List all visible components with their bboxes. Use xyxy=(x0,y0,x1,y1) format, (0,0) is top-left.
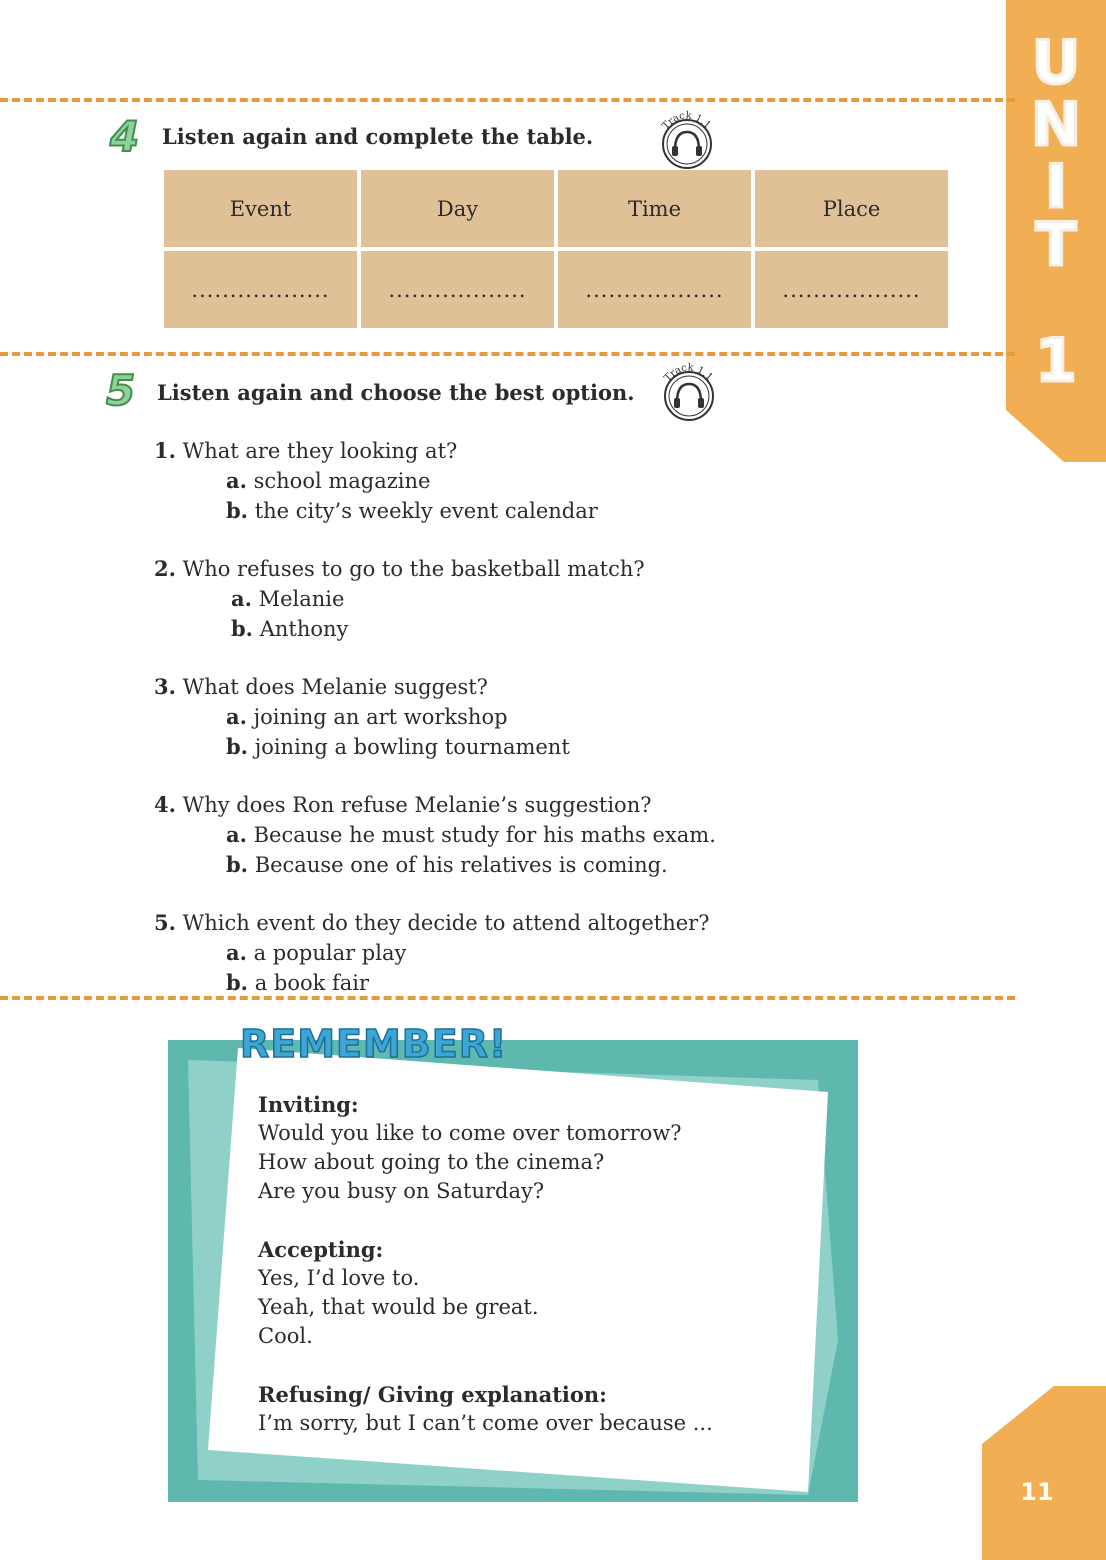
exercise-5-number: 5 xyxy=(106,366,136,415)
question-item xyxy=(154,436,954,526)
question-item xyxy=(154,908,954,998)
option-b[interactable]: b. the city’s weekly event calendar xyxy=(226,498,598,523)
phrase-line: Would you like to come over tomorrow? xyxy=(258,1121,682,1145)
question-text: What does Melanie suggest? xyxy=(182,675,488,699)
unit-number: 1 xyxy=(1035,326,1077,396)
exercise-4-number: 4 xyxy=(110,112,140,161)
table-header-place: Place xyxy=(755,170,948,247)
question-item xyxy=(154,672,954,762)
question-number: 1. xyxy=(154,438,176,463)
table-blank-cell[interactable]: .................. xyxy=(361,251,554,328)
exercise-4-title: Listen again and complete the table. xyxy=(162,124,594,149)
option-a[interactable]: a. joining an art workshop xyxy=(226,704,508,729)
option-b[interactable]: b. joining a bowling tournament xyxy=(226,734,570,759)
table-header-day: Day xyxy=(361,170,554,247)
phrase-line: Are you busy on Saturday? xyxy=(258,1179,545,1203)
table-blank-cell[interactable]: .................. xyxy=(755,251,948,328)
option-b[interactable]: b. Because one of his relatives is coming. xyxy=(226,852,668,877)
table-header-time: Time xyxy=(558,170,751,247)
track-label: Track 1.1 xyxy=(660,110,713,132)
option-b[interactable]: b. a book fair xyxy=(226,970,370,995)
dashed-divider xyxy=(0,98,1015,102)
phrase-line: Yeah, that would be great. xyxy=(258,1295,539,1319)
phrase-line: How about going to the cinema? xyxy=(258,1150,605,1174)
exercise-5-title: Listen again and choose the best option. xyxy=(157,380,635,405)
option-a[interactable]: a. Melanie xyxy=(231,586,345,611)
question-number: 3. xyxy=(154,674,176,699)
question-text: Who refuses to go to the basketball match? xyxy=(182,557,645,581)
question-item xyxy=(154,554,954,644)
question-text: Which event do they decide to attend altogether? xyxy=(182,911,710,935)
question-number: 4. xyxy=(154,792,176,817)
refusing-heading: Refusing/ Giving explanation: xyxy=(258,1382,607,1407)
track-label: Track 1.1 xyxy=(662,362,715,384)
remember-title: REMEMBER! xyxy=(240,1022,508,1066)
page-number-tab xyxy=(982,1386,1106,1560)
phrase-line: I’m sorry, but I can’t come over because ... xyxy=(258,1411,713,1435)
headphones-track-icon xyxy=(658,362,720,424)
phrase-line: Yes, I’d love to. xyxy=(258,1266,420,1290)
accepting-heading: Accepting: xyxy=(258,1237,384,1262)
question-text: What are they looking at? xyxy=(182,439,458,463)
unit-letter-i: I xyxy=(1044,152,1068,222)
unit-letter-u: U xyxy=(1031,28,1081,98)
question-number: 2. xyxy=(154,556,176,581)
remember-content xyxy=(258,1090,798,1438)
option-a[interactable]: a. a popular play xyxy=(226,940,407,965)
events-table xyxy=(160,166,952,332)
question-item xyxy=(154,790,954,880)
page-number: 11 xyxy=(1020,1478,1054,1506)
table-header-event: Event xyxy=(164,170,357,247)
inviting-heading: Inviting: xyxy=(258,1092,359,1117)
option-b[interactable]: b. Anthony xyxy=(231,616,349,641)
headphones-track-icon xyxy=(656,110,718,172)
table-blank-cell[interactable]: .................. xyxy=(164,251,357,328)
option-a[interactable]: a. school magazine xyxy=(226,468,431,493)
unit-letter-t: T xyxy=(1035,210,1077,280)
unit-letter-n: N xyxy=(1030,90,1082,160)
question-text: Why does Ron refuse Melanie’s suggestion? xyxy=(182,793,652,817)
phrase-line: Cool. xyxy=(258,1324,313,1348)
option-a[interactable]: a. Because he must study for his maths exam. xyxy=(226,822,716,847)
dashed-divider xyxy=(0,352,1015,356)
question-number: 5. xyxy=(154,910,176,935)
table-blank-cell[interactable]: .................. xyxy=(558,251,751,328)
question-list xyxy=(154,436,954,1026)
